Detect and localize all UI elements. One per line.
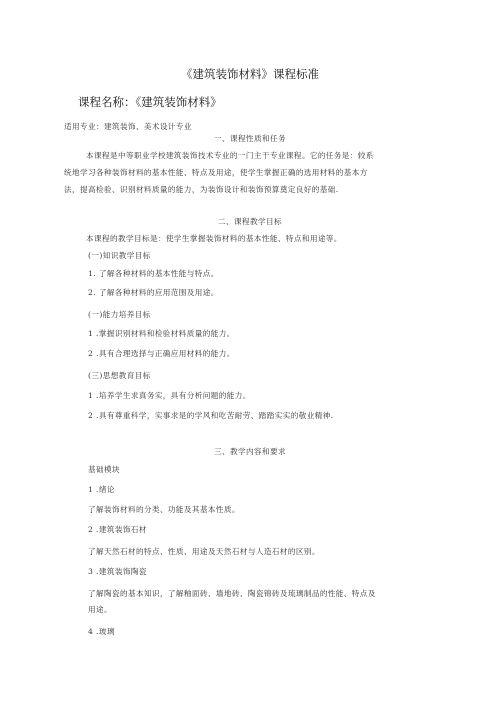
item-title: 3 .建筑装饰陶瓷 <box>88 567 147 576</box>
document-title: 《建筑装饰材料》课程标准 <box>181 67 319 81</box>
list-item: 2 .具有尊重科学，实事求是的学风和吃苦耐劳、踏踏实实的敬业精神. <box>88 411 334 420</box>
list-item: 2. 了解各种材料的应用范围及用途。 <box>88 288 219 297</box>
list-item: 1 .培养学生求真务实，具有分析问题的能力。 <box>88 391 251 400</box>
section-heading-content: 三、教学内容和要求 <box>214 447 286 456</box>
applicable-majors: 适用专业：建筑装饰、美术设计专业 <box>64 122 192 131</box>
item-description: 了解装饰材料的分类、功能及其基本性质。 <box>88 505 240 514</box>
list-item: 1. 了解各种材料的基本性能与特点。 <box>88 269 219 278</box>
item-description: 用途。 <box>88 605 112 614</box>
paragraph-line: 法，提高检验、识别材料质量的能力，为装饰设计和装饰预算奠定良好的基础. <box>64 185 339 194</box>
item-title: 4 .玻璃 <box>88 627 115 636</box>
item-description: 了解陶瓷的基本知识，了解釉面砖、墙地砖、陶瓷锦砖及琉璃制品的性能、特点及 <box>88 589 376 598</box>
course-name: 课程名称：《建筑装饰材料》 <box>78 95 222 109</box>
section-heading-nature: 一、课程性质和任务 <box>214 134 286 143</box>
paragraph-line: 本课程是中等职业学校建筑装饰技术专业的一门主干专业课程。它的任务是：较系 <box>86 151 374 160</box>
list-item: 1 .掌握识别材料和检验材料质量的能力。 <box>88 329 235 338</box>
paragraph-line: 统地学习各种装饰材料的基本性能、特点及用途，使学生掌握正确的选用材料的基本方 <box>64 168 368 177</box>
item-title: 2 .建筑装饰石材 <box>88 525 147 534</box>
ideology-heading: (三)思想教育目标 <box>88 371 151 380</box>
item-description: 了解天然石材的特点、性质、用途及天然石材与人造石材的区别。 <box>88 547 320 556</box>
item-title: 1 .绪论 <box>88 485 115 494</box>
goals-intro: 本课程的教学目标是：使学生掌握装饰材料的基本性能、特点和用途等。 <box>86 234 342 243</box>
ability-heading: (一)能力培养目标 <box>88 310 151 319</box>
list-item: 2 .具有合理选择与正确应用材料的能力。 <box>88 349 235 358</box>
module-label: 基础模块 <box>88 465 120 474</box>
knowledge-heading: (一)知识教学目标 <box>88 251 151 260</box>
section-heading-goals: 二、课程教学目标 <box>218 217 282 226</box>
